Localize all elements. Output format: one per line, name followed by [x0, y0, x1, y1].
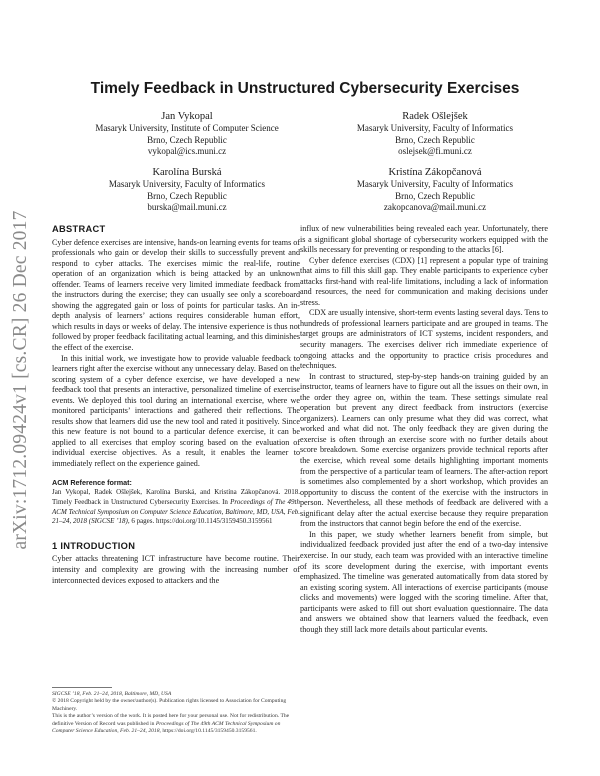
- author-city: Brno, Czech Republic: [395, 190, 475, 201]
- arxiv-stamp: [1, 180, 41, 580]
- reference-text: Jan Vykopal, Radek Ošlejšek, Karolína Burská, and Kristína Zákopčanová. 2018. Timely Feedback in Unstructured Cybersecurity Exercises. In: [52, 488, 300, 506]
- reference-doi-link[interactable]: https://doi.org/10.1145/3159450.3159561: [156, 517, 273, 526]
- author-name: Karolína Burská: [152, 167, 222, 178]
- author-block: [310, 166, 560, 214]
- author-affiliation: Masaryk University, Faculty of Informatics: [356, 179, 514, 189]
- author-email: oslejsek@fi.muni.cz: [398, 146, 472, 157]
- body-paragraph: influx of new vulnerabilities being revealed each year. Unfortunately, there is a significant global shortage of cybersecurity workers equipped with the skills necessary for preventing or responding to the attacks [6].: [300, 224, 548, 255]
- introduction-heading: 1 INTRODUCTION: [52, 540, 136, 551]
- footnote-doi: , https://doi.org/10.1145/3159450.3159561.: [159, 728, 257, 735]
- footnote: [52, 687, 300, 735]
- body-paragraph: CDX are usually intensive, short-term events lasting several days. Tens to hundreds of professional learners participate and are grouped in teams. The target groups are administrators of ICT systems, incident responders, and security managers. The exercises deliver rich immediate experience of ongoing attacks and the opportunity to practice crisis procedures and techniques.: [300, 308, 548, 371]
- body-paragraph: In this paper, we study whether learners benefit from simple, but individualized feedback provided just after the end of a two-day intensive exercise. In our study, each team was provided with an interactive timeline of its score development during the exercise, with important events emphasized. The timeline was generated automatically from data stored by an existing scoring system. All interactions of exercise participants (mouse clicks and movements) were logged with the scoring timeline. After that, participants were asked to fill out short evaluation questionnaire. The data and answers we obtained show that learners valued the feedback, even though they still lack more details about particular events.: [300, 529, 548, 634]
- reference-format-heading: ACM Reference format:: [52, 477, 132, 487]
- footnote-copyright: © 2018 Copyright held by the owner/author(s). Publication rights licensed to Association for Computing Machinery.: [52, 698, 287, 712]
- body-paragraph: In contrast to structured, step-by-step hands-on training guided by an instructor, teams of learners have to figure out all the issues on their own, in the order they agree on, within the team. These settings simulate real operation but prevent any direct feedback from instructors (exercise organizers). Learners can only presume what they did was correct, what worked and what did not. The only feedback they are given during the exercise is often through an exercise score with no further details about score breakdown. Some exercise organizers provide technical reports after the exercise, which reveal some details highlighting important moments from the perspective of a particular team of learners. The after-action report is sometimes also complemented by a short workshop, which provides an opportunity to discuss the content of the exercise with the instructors in person. Nevertheless, all these methods of feedback are delivered with a significant delay after the actual exercise because they require preparation from the instructors that cannot begin before the end of the exercise.: [300, 371, 548, 529]
- author-block: [62, 110, 312, 158]
- author-name: Radek Ošlejšek: [402, 111, 468, 122]
- author-block: [310, 110, 560, 158]
- author-block: [62, 166, 312, 214]
- footnote-rule: [52, 687, 112, 688]
- author-name: Jan Vykopal: [161, 111, 213, 122]
- author-city: Brno, Czech Republic: [395, 134, 475, 145]
- reference-format: [52, 488, 300, 527]
- footnote-proceedings: Proceedings of The 49th ACM Technical Symposium on Computer Science Education, Feb. 21–24, 2018: [52, 720, 281, 735]
- author-city: Brno, Czech Republic: [147, 134, 227, 145]
- author-affiliation: Masaryk University, Institute of Computer Science: [95, 123, 279, 133]
- abstract-paragraph: Cyber defence exercises are intensive, hands-on learning events for teams of professionals who gain or develop their skills to successfully prevent and respond to cyber attacks. The exercises mimic the real-life, routine operation of an organization which is being attacked by an unknown offender. Teams of learners receive very limited immediate feedback from the instructors during the exercise; they can usually see only a scoreboard showing the aggregated gain or loss of points for particular tasks. An in-depth analysis of learners’ actions requires considerable human effort, which results in days or weeks of delay. The intensive experience is thus not followed by proper feedback facilitating actual learning, and this diminishes the effect of the exercise.: [52, 237, 300, 353]
- footnote-venue: SIGCSE ’18, Feb. 21–24, 2018, Baltimore, MD, USA: [52, 691, 172, 697]
- abstract-heading: ABSTRACT: [52, 224, 106, 234]
- abstract-paragraph: In this initial work, we investigate how to provide valuable feedback to learners right after the exercise without any unnecessary delay. Based on the scoring system of a cyber defence exercise, we have developed a new feedback tool that presents an interactive, personalized timeline of exercise events. We deployed this tool during an international exercise, where we monitored participants’ interactions and gathered their reflections. The results show that learners did use the new tool and rated it positively. Since this new feature is not bound to a particular defence exercise, it can be applied to all exercises that employ scoring based on the evaluation of individual exercise objectives. As a result, it enables the learner to immediately reflect on the experience gained.: [52, 353, 300, 469]
- right-column: [300, 224, 548, 635]
- reference-venue: Proceedings of The 49th ACM Technical Symposium on Computer Science Education, Baltimore, MD, USA, Feb. 21–24, 2018 (SIGCSE ’18): [52, 497, 301, 526]
- author-affiliation: Masaryk University, Faculty of Informatics: [356, 123, 514, 133]
- author-affiliation: Masaryk University, Faculty of Informatics: [108, 179, 266, 189]
- body-paragraph: Cyber defence exercises (CDX) [1] represent a popular type of training that aims to fill this skill gap. They enable participants to experience cyber attacks first-hand with real-life limitations, including a lack of information and resources, the need for communication and making decisions under stress.: [300, 255, 548, 307]
- introduction-paragraph: Cyber attacks threatening ICT infrastructure have become routine. Their intensity and complexity are growing with the increasing number of interconnected devices exposed to attackers and the: [52, 554, 300, 585]
- arxiv-stamp-text: arXiv:1712.09424v1 [cs.CR] 26 Dec 2017: [10, 210, 31, 550]
- left-column: [52, 224, 300, 586]
- reference-text-end: , 6 pages.: [127, 517, 155, 526]
- author-email: zakopcanova@mail.muni.cz: [383, 202, 487, 213]
- author-city: Brno, Czech Republic: [147, 190, 227, 201]
- author-email: vykopal@ics.muni.cz: [147, 146, 227, 157]
- footnote-notice: This is the author’s version of the work. It is posted here for your personal use. Not for redistribution. The definitive Version of Record was published in: [52, 713, 290, 727]
- author-name: Kristína Zákopčanová: [388, 167, 482, 178]
- paper-title: Timely Feedback in Unstructured Cybersecurity Exercises: [90, 80, 520, 97]
- author-email: burska@mail.muni.cz: [147, 202, 227, 213]
